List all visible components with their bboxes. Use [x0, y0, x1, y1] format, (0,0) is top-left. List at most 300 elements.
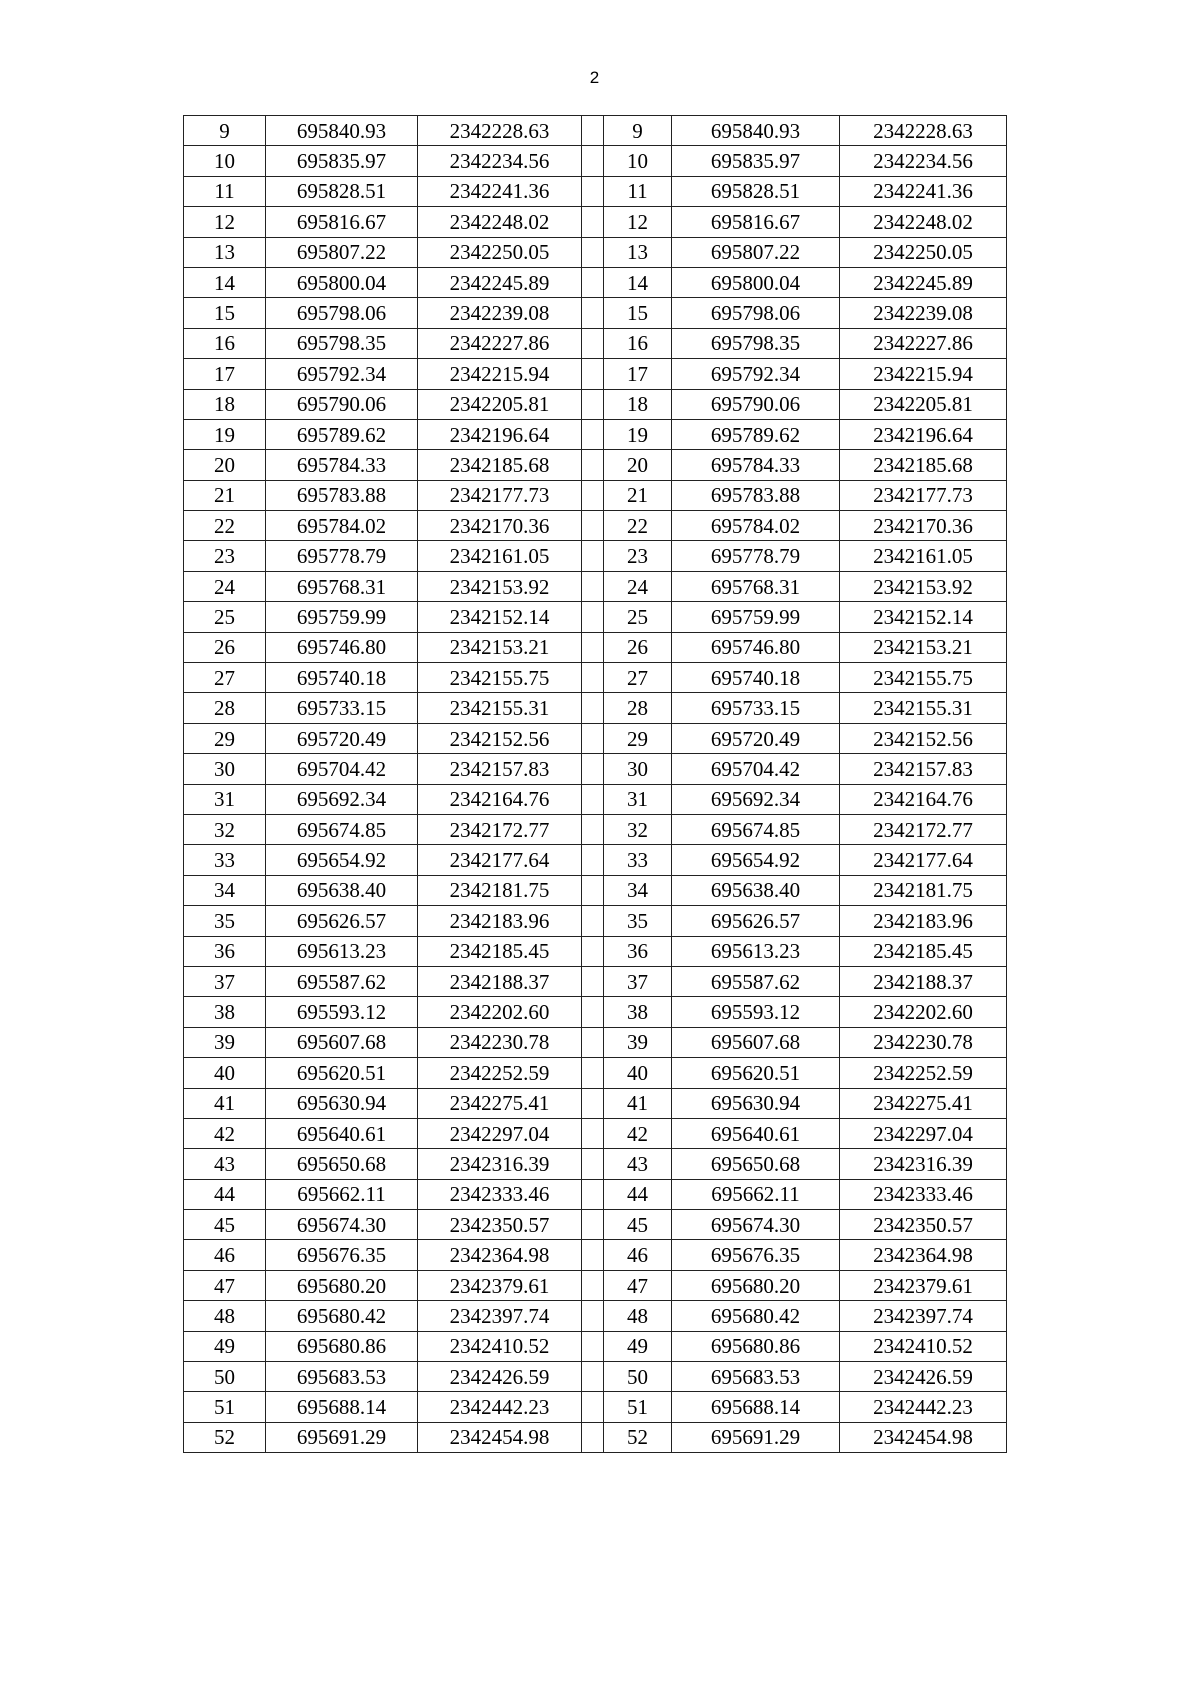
left-y-coordinate-cell: 2342152.14: [418, 602, 582, 632]
left-y-coordinate-cell: 2342161.05: [418, 541, 582, 571]
right-point-id-cell: 33: [604, 845, 672, 875]
separator-cell: [582, 814, 604, 844]
right-point-id-cell: 50: [604, 1362, 672, 1392]
left-point-id-cell: 51: [184, 1392, 266, 1422]
right-x-coordinate-cell: 695680.42: [672, 1301, 840, 1331]
right-x-coordinate-cell: 695676.35: [672, 1240, 840, 1270]
table-row: [184, 754, 1007, 784]
right-point-id-cell: 41: [604, 1088, 672, 1118]
right-y-coordinate-cell: 2342153.92: [840, 571, 1007, 601]
left-point-id-cell: 43: [184, 1149, 266, 1179]
left-point-id-cell: 28: [184, 693, 266, 723]
right-x-coordinate-cell: 695835.97: [672, 146, 840, 176]
left-point-id-cell: 21: [184, 480, 266, 510]
right-point-id-cell: 49: [604, 1331, 672, 1361]
right-point-id-cell: 15: [604, 298, 672, 328]
separator-cell: [582, 784, 604, 814]
right-x-coordinate-cell: 695789.62: [672, 419, 840, 449]
left-y-coordinate-cell: 2342185.45: [418, 936, 582, 966]
right-x-coordinate-cell: 695768.31: [672, 571, 840, 601]
right-y-coordinate-cell: 2342228.63: [840, 116, 1007, 146]
table-row: [184, 1392, 1007, 1422]
table-row: [184, 1270, 1007, 1300]
right-x-coordinate-cell: 695688.14: [672, 1392, 840, 1422]
left-y-coordinate-cell: 2342177.73: [418, 480, 582, 510]
table-row: [184, 298, 1007, 328]
right-x-coordinate-cell: 695620.51: [672, 1058, 840, 1088]
separator-cell: [582, 298, 604, 328]
separator-cell: [582, 1331, 604, 1361]
right-y-coordinate-cell: 2342454.98: [840, 1422, 1007, 1452]
right-point-id-cell: 42: [604, 1118, 672, 1148]
left-x-coordinate-cell: 695688.14: [266, 1392, 418, 1422]
right-point-id-cell: 52: [604, 1422, 672, 1452]
right-point-id-cell: 36: [604, 936, 672, 966]
left-point-id-cell: 24: [184, 571, 266, 601]
left-x-coordinate-cell: 695680.86: [266, 1331, 418, 1361]
right-y-coordinate-cell: 2342234.56: [840, 146, 1007, 176]
left-x-coordinate-cell: 695680.42: [266, 1301, 418, 1331]
right-x-coordinate-cell: 695662.11: [672, 1179, 840, 1209]
table-row: [184, 997, 1007, 1027]
left-y-coordinate-cell: 2342170.36: [418, 511, 582, 541]
left-y-coordinate-cell: 2342164.76: [418, 784, 582, 814]
left-x-coordinate-cell: 695680.20: [266, 1270, 418, 1300]
separator-cell: [582, 875, 604, 905]
left-x-coordinate-cell: 695768.31: [266, 571, 418, 601]
left-point-id-cell: 50: [184, 1362, 266, 1392]
right-y-coordinate-cell: 2342364.98: [840, 1240, 1007, 1270]
page-number: 2: [589, 68, 600, 87]
left-y-coordinate-cell: 2342442.23: [418, 1392, 582, 1422]
right-y-coordinate-cell: 2342397.74: [840, 1301, 1007, 1331]
separator-cell: [582, 1149, 604, 1179]
left-y-coordinate-cell: 2342172.77: [418, 814, 582, 844]
right-x-coordinate-cell: 695807.22: [672, 237, 840, 267]
right-x-coordinate-cell: 695759.99: [672, 602, 840, 632]
left-x-coordinate-cell: 695613.23: [266, 936, 418, 966]
right-point-id-cell: 11: [604, 176, 672, 206]
table-row: [184, 450, 1007, 480]
table-row: [184, 419, 1007, 449]
left-x-coordinate-cell: 695733.15: [266, 693, 418, 723]
table-row: [184, 207, 1007, 237]
right-y-coordinate-cell: 2342241.36: [840, 176, 1007, 206]
left-point-id-cell: 40: [184, 1058, 266, 1088]
left-point-id-cell: 13: [184, 237, 266, 267]
separator-cell: [582, 936, 604, 966]
right-y-coordinate-cell: 2342177.73: [840, 480, 1007, 510]
left-y-coordinate-cell: 2342297.04: [418, 1118, 582, 1148]
left-y-coordinate-cell: 2342239.08: [418, 298, 582, 328]
left-x-coordinate-cell: 695789.62: [266, 419, 418, 449]
left-point-id-cell: 47: [184, 1270, 266, 1300]
left-x-coordinate-cell: 695816.67: [266, 207, 418, 237]
left-y-coordinate-cell: 2342275.41: [418, 1088, 582, 1118]
separator-cell: [582, 419, 604, 449]
left-y-coordinate-cell: 2342188.37: [418, 966, 582, 996]
left-y-coordinate-cell: 2342316.39: [418, 1149, 582, 1179]
table-row: [184, 541, 1007, 571]
left-point-id-cell: 16: [184, 328, 266, 358]
separator-cell: [582, 1210, 604, 1240]
right-x-coordinate-cell: 695740.18: [672, 663, 840, 693]
right-point-id-cell: 31: [604, 784, 672, 814]
right-y-coordinate-cell: 2342170.36: [840, 511, 1007, 541]
right-y-coordinate-cell: 2342155.31: [840, 693, 1007, 723]
table-row: [184, 1362, 1007, 1392]
left-y-coordinate-cell: 2342234.56: [418, 146, 582, 176]
left-point-id-cell: 23: [184, 541, 266, 571]
right-y-coordinate-cell: 2342164.76: [840, 784, 1007, 814]
separator-cell: [582, 541, 604, 571]
left-x-coordinate-cell: 695800.04: [266, 267, 418, 297]
separator-cell: [582, 966, 604, 996]
right-x-coordinate-cell: 695790.06: [672, 389, 840, 419]
right-point-id-cell: 43: [604, 1149, 672, 1179]
left-x-coordinate-cell: 695593.12: [266, 997, 418, 1027]
left-point-id-cell: 41: [184, 1088, 266, 1118]
right-x-coordinate-cell: 695840.93: [672, 116, 840, 146]
separator-cell: [582, 1270, 604, 1300]
left-x-coordinate-cell: 695587.62: [266, 966, 418, 996]
left-point-id-cell: 46: [184, 1240, 266, 1270]
left-point-id-cell: 38: [184, 997, 266, 1027]
left-y-coordinate-cell: 2342215.94: [418, 359, 582, 389]
separator-cell: [582, 207, 604, 237]
right-y-coordinate-cell: 2342252.59: [840, 1058, 1007, 1088]
right-x-coordinate-cell: 695607.68: [672, 1027, 840, 1057]
separator-cell: [582, 359, 604, 389]
right-y-coordinate-cell: 2342227.86: [840, 328, 1007, 358]
left-x-coordinate-cell: 695626.57: [266, 906, 418, 936]
right-x-coordinate-cell: 695638.40: [672, 875, 840, 905]
left-point-id-cell: 12: [184, 207, 266, 237]
right-point-id-cell: 25: [604, 602, 672, 632]
right-point-id-cell: 21: [604, 480, 672, 510]
right-y-coordinate-cell: 2342205.81: [840, 389, 1007, 419]
left-point-id-cell: 35: [184, 906, 266, 936]
right-y-coordinate-cell: 2342250.05: [840, 237, 1007, 267]
right-x-coordinate-cell: 695691.29: [672, 1422, 840, 1452]
left-x-coordinate-cell: 695640.61: [266, 1118, 418, 1148]
left-x-coordinate-cell: 695674.30: [266, 1210, 418, 1240]
left-y-coordinate-cell: 2342379.61: [418, 1270, 582, 1300]
separator-cell: [582, 1058, 604, 1088]
left-y-coordinate-cell: 2342245.89: [418, 267, 582, 297]
left-x-coordinate-cell: 695720.49: [266, 723, 418, 753]
left-x-coordinate-cell: 695691.29: [266, 1422, 418, 1452]
right-point-id-cell: 12: [604, 207, 672, 237]
separator-cell: [582, 1301, 604, 1331]
left-y-coordinate-cell: 2342202.60: [418, 997, 582, 1027]
separator-cell: [582, 1392, 604, 1422]
right-point-id-cell: 9: [604, 116, 672, 146]
table-row: [184, 1331, 1007, 1361]
right-point-id-cell: 47: [604, 1270, 672, 1300]
separator-cell: [582, 693, 604, 723]
left-x-coordinate-cell: 695798.06: [266, 298, 418, 328]
separator-cell: [582, 571, 604, 601]
right-y-coordinate-cell: 2342161.05: [840, 541, 1007, 571]
left-y-coordinate-cell: 2342454.98: [418, 1422, 582, 1452]
left-point-id-cell: 52: [184, 1422, 266, 1452]
right-y-coordinate-cell: 2342426.59: [840, 1362, 1007, 1392]
left-y-coordinate-cell: 2342426.59: [418, 1362, 582, 1392]
right-x-coordinate-cell: 695746.80: [672, 632, 840, 662]
right-point-id-cell: 24: [604, 571, 672, 601]
right-x-coordinate-cell: 695680.20: [672, 1270, 840, 1300]
table-row: [184, 1422, 1007, 1452]
right-y-coordinate-cell: 2342239.08: [840, 298, 1007, 328]
left-x-coordinate-cell: 695630.94: [266, 1088, 418, 1118]
right-y-coordinate-cell: 2342202.60: [840, 997, 1007, 1027]
left-x-coordinate-cell: 695662.11: [266, 1179, 418, 1209]
right-point-id-cell: 38: [604, 997, 672, 1027]
left-point-id-cell: 44: [184, 1179, 266, 1209]
right-point-id-cell: 46: [604, 1240, 672, 1270]
left-x-coordinate-cell: 695740.18: [266, 663, 418, 693]
separator-cell: [582, 267, 604, 297]
separator-cell: [582, 1179, 604, 1209]
right-y-coordinate-cell: 2342177.64: [840, 845, 1007, 875]
left-x-coordinate-cell: 695620.51: [266, 1058, 418, 1088]
left-point-id-cell: 45: [184, 1210, 266, 1240]
table-row: [184, 602, 1007, 632]
right-point-id-cell: 17: [604, 359, 672, 389]
separator-cell: [582, 1088, 604, 1118]
right-x-coordinate-cell: 695674.85: [672, 814, 840, 844]
table-row: [184, 966, 1007, 996]
left-point-id-cell: 39: [184, 1027, 266, 1057]
right-y-coordinate-cell: 2342248.02: [840, 207, 1007, 237]
table-row: [184, 1301, 1007, 1331]
left-point-id-cell: 22: [184, 511, 266, 541]
separator-cell: [582, 176, 604, 206]
table-row: [184, 693, 1007, 723]
right-point-id-cell: 13: [604, 237, 672, 267]
left-point-id-cell: 36: [184, 936, 266, 966]
table-row: [184, 845, 1007, 875]
right-x-coordinate-cell: 695798.35: [672, 328, 840, 358]
separator-cell: [582, 997, 604, 1027]
right-point-id-cell: 34: [604, 875, 672, 905]
left-point-id-cell: 10: [184, 146, 266, 176]
right-y-coordinate-cell: 2342275.41: [840, 1088, 1007, 1118]
right-x-coordinate-cell: 695733.15: [672, 693, 840, 723]
right-point-id-cell: 27: [604, 663, 672, 693]
separator-cell: [582, 663, 604, 693]
table-row: [184, 1058, 1007, 1088]
left-x-coordinate-cell: 695759.99: [266, 602, 418, 632]
right-x-coordinate-cell: 695654.92: [672, 845, 840, 875]
left-y-coordinate-cell: 2342248.02: [418, 207, 582, 237]
table-row: [184, 1118, 1007, 1148]
table-row: [184, 176, 1007, 206]
left-x-coordinate-cell: 695674.85: [266, 814, 418, 844]
separator-cell: [582, 389, 604, 419]
right-y-coordinate-cell: 2342185.45: [840, 936, 1007, 966]
left-point-id-cell: 18: [184, 389, 266, 419]
table-row: [184, 267, 1007, 297]
right-x-coordinate-cell: 695630.94: [672, 1088, 840, 1118]
left-point-id-cell: 34: [184, 875, 266, 905]
left-y-coordinate-cell: 2342196.64: [418, 419, 582, 449]
right-point-id-cell: 28: [604, 693, 672, 723]
left-point-id-cell: 37: [184, 966, 266, 996]
left-x-coordinate-cell: 695778.79: [266, 541, 418, 571]
right-y-coordinate-cell: 2342442.23: [840, 1392, 1007, 1422]
left-point-id-cell: 26: [184, 632, 266, 662]
separator-cell: [582, 116, 604, 146]
left-point-id-cell: 15: [184, 298, 266, 328]
left-y-coordinate-cell: 2342155.31: [418, 693, 582, 723]
left-x-coordinate-cell: 695798.35: [266, 328, 418, 358]
left-y-coordinate-cell: 2342228.63: [418, 116, 582, 146]
separator-cell: [582, 480, 604, 510]
right-point-id-cell: 20: [604, 450, 672, 480]
left-x-coordinate-cell: 695807.22: [266, 237, 418, 267]
left-point-id-cell: 30: [184, 754, 266, 784]
left-point-id-cell: 27: [184, 663, 266, 693]
right-point-id-cell: 35: [604, 906, 672, 936]
table-row: [184, 1088, 1007, 1118]
right-x-coordinate-cell: 695680.86: [672, 1331, 840, 1361]
left-y-coordinate-cell: 2342227.86: [418, 328, 582, 358]
table-row: [184, 480, 1007, 510]
right-x-coordinate-cell: 695674.30: [672, 1210, 840, 1240]
right-x-coordinate-cell: 695587.62: [672, 966, 840, 996]
left-y-coordinate-cell: 2342250.05: [418, 237, 582, 267]
right-x-coordinate-cell: 695800.04: [672, 267, 840, 297]
table-row: [184, 511, 1007, 541]
left-x-coordinate-cell: 695828.51: [266, 176, 418, 206]
right-y-coordinate-cell: 2342172.77: [840, 814, 1007, 844]
left-point-id-cell: 14: [184, 267, 266, 297]
right-y-coordinate-cell: 2342152.14: [840, 602, 1007, 632]
coordinates-table-body: [184, 116, 1007, 1453]
separator-cell: [582, 511, 604, 541]
right-y-coordinate-cell: 2342215.94: [840, 359, 1007, 389]
left-x-coordinate-cell: 695692.34: [266, 784, 418, 814]
table-row: [184, 906, 1007, 936]
right-x-coordinate-cell: 695792.34: [672, 359, 840, 389]
right-point-id-cell: 29: [604, 723, 672, 753]
left-y-coordinate-cell: 2342152.56: [418, 723, 582, 753]
right-x-coordinate-cell: 695593.12: [672, 997, 840, 1027]
right-y-coordinate-cell: 2342155.75: [840, 663, 1007, 693]
left-y-coordinate-cell: 2342157.83: [418, 754, 582, 784]
right-point-id-cell: 51: [604, 1392, 672, 1422]
left-point-id-cell: 17: [184, 359, 266, 389]
right-x-coordinate-cell: 695783.88: [672, 480, 840, 510]
table-row: [184, 237, 1007, 267]
left-point-id-cell: 48: [184, 1301, 266, 1331]
left-x-coordinate-cell: 695683.53: [266, 1362, 418, 1392]
right-y-coordinate-cell: 2342185.68: [840, 450, 1007, 480]
left-y-coordinate-cell: 2342183.96: [418, 906, 582, 936]
separator-cell: [582, 845, 604, 875]
table-row: [184, 875, 1007, 905]
table-row: [184, 116, 1007, 146]
table-row: [184, 571, 1007, 601]
left-point-id-cell: 11: [184, 176, 266, 206]
table-row: [184, 1149, 1007, 1179]
left-point-id-cell: 29: [184, 723, 266, 753]
left-x-coordinate-cell: 695840.93: [266, 116, 418, 146]
table-row: [184, 723, 1007, 753]
table-row: [184, 1179, 1007, 1209]
right-y-coordinate-cell: 2342316.39: [840, 1149, 1007, 1179]
right-point-id-cell: 40: [604, 1058, 672, 1088]
right-y-coordinate-cell: 2342152.56: [840, 723, 1007, 753]
left-point-id-cell: 9: [184, 116, 266, 146]
left-y-coordinate-cell: 2342252.59: [418, 1058, 582, 1088]
left-x-coordinate-cell: 695792.34: [266, 359, 418, 389]
right-y-coordinate-cell: 2342157.83: [840, 754, 1007, 784]
separator-cell: [582, 906, 604, 936]
left-y-coordinate-cell: 2342350.57: [418, 1210, 582, 1240]
separator-cell: [582, 723, 604, 753]
table-row: [184, 784, 1007, 814]
table-row: [184, 814, 1007, 844]
right-point-id-cell: 48: [604, 1301, 672, 1331]
separator-cell: [582, 1362, 604, 1392]
separator-cell: [582, 237, 604, 267]
separator-cell: [582, 602, 604, 632]
left-y-coordinate-cell: 2342177.64: [418, 845, 582, 875]
right-point-id-cell: 37: [604, 966, 672, 996]
left-y-coordinate-cell: 2342181.75: [418, 875, 582, 905]
left-y-coordinate-cell: 2342230.78: [418, 1027, 582, 1057]
left-y-coordinate-cell: 2342153.21: [418, 632, 582, 662]
left-point-id-cell: 31: [184, 784, 266, 814]
left-x-coordinate-cell: 695638.40: [266, 875, 418, 905]
separator-cell: [582, 1240, 604, 1270]
right-x-coordinate-cell: 695816.67: [672, 207, 840, 237]
table-row: [184, 1240, 1007, 1270]
left-x-coordinate-cell: 695704.42: [266, 754, 418, 784]
right-y-coordinate-cell: 2342188.37: [840, 966, 1007, 996]
right-point-id-cell: 23: [604, 541, 672, 571]
right-x-coordinate-cell: 695720.49: [672, 723, 840, 753]
separator-cell: [582, 754, 604, 784]
right-y-coordinate-cell: 2342333.46: [840, 1179, 1007, 1209]
left-x-coordinate-cell: 695784.33: [266, 450, 418, 480]
right-point-id-cell: 19: [604, 419, 672, 449]
table-row: [184, 359, 1007, 389]
right-x-coordinate-cell: 695683.53: [672, 1362, 840, 1392]
left-x-coordinate-cell: 695676.35: [266, 1240, 418, 1270]
right-y-coordinate-cell: 2342410.52: [840, 1331, 1007, 1361]
left-x-coordinate-cell: 695784.02: [266, 511, 418, 541]
right-point-id-cell: 10: [604, 146, 672, 176]
left-y-coordinate-cell: 2342241.36: [418, 176, 582, 206]
right-x-coordinate-cell: 695784.33: [672, 450, 840, 480]
left-point-id-cell: 25: [184, 602, 266, 632]
separator-cell: [582, 1027, 604, 1057]
right-y-coordinate-cell: 2342181.75: [840, 875, 1007, 905]
right-point-id-cell: 16: [604, 328, 672, 358]
left-x-coordinate-cell: 695607.68: [266, 1027, 418, 1057]
left-y-coordinate-cell: 2342397.74: [418, 1301, 582, 1331]
table-row: [184, 1210, 1007, 1240]
right-y-coordinate-cell: 2342183.96: [840, 906, 1007, 936]
left-point-id-cell: 32: [184, 814, 266, 844]
right-y-coordinate-cell: 2342153.21: [840, 632, 1007, 662]
left-y-coordinate-cell: 2342153.92: [418, 571, 582, 601]
right-y-coordinate-cell: 2342230.78: [840, 1027, 1007, 1057]
